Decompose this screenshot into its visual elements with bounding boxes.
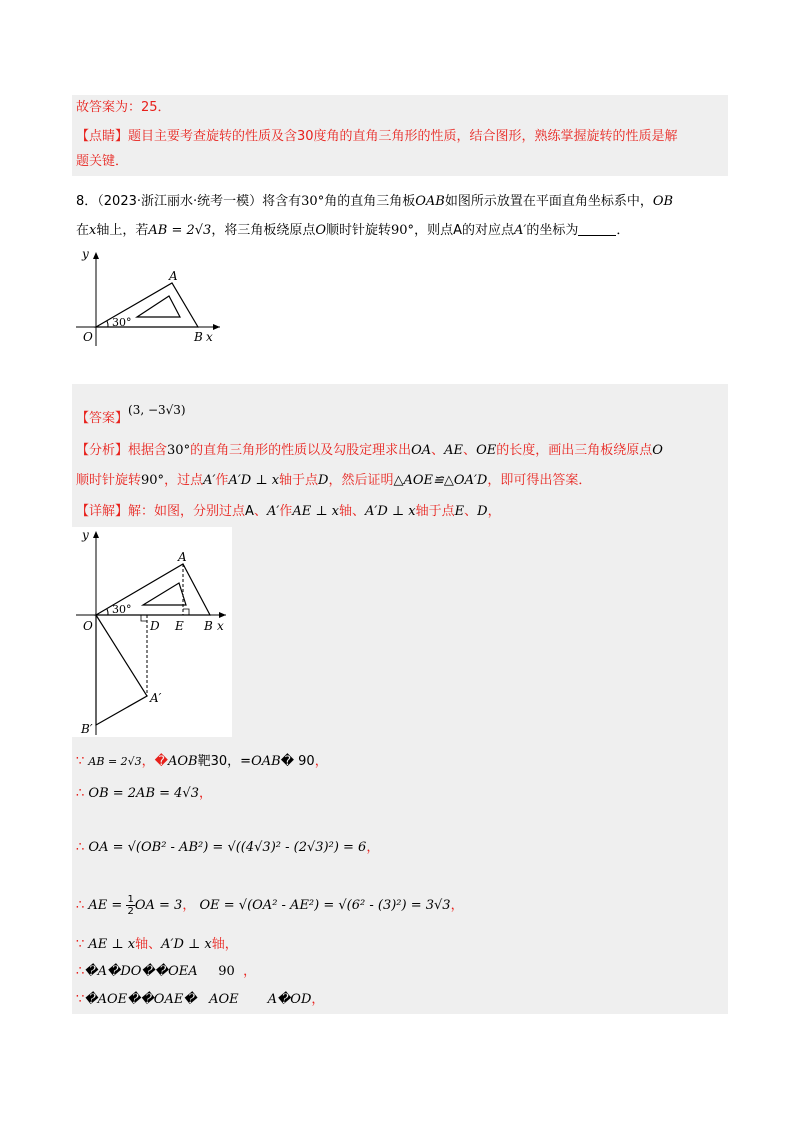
answer-line — [76, 400, 186, 429]
fig1-B-label: B — [194, 330, 203, 344]
analysis-tag: 【分析】 — [76, 443, 129, 458]
comment-line-1: 【点睛】题目主要考查旋转的性质及含30度角的直角三角形的性质，结合图形，熟练掌握旋转的性质是解 — [76, 129, 678, 144]
step-3: ∴ OA = √(OB² - AB²) = √((4√3)² - (2√3)²) = 6， — [76, 840, 380, 855]
fig1-angle-label: 30° — [112, 316, 132, 329]
fraction-one-half: $\frac{1}{2}$ — [127, 894, 134, 917]
analysis-line-1: 【分析】根据含30°的直角三角形的性质以及勾股定理求出OA、AE、OE的长度，画出三角板绕原点O — [76, 443, 663, 458]
solution-figure — [72, 527, 232, 737]
step-4: ∴ AE = $\frac{1}{2}$ OA = 3， OE = √(OA² - AE²) = √(6² - (3)²) = 3√3， — [76, 894, 464, 917]
fig2-E-label: E — [175, 619, 184, 633]
fig2-y-label: y — [82, 528, 89, 542]
detail-line-1: 【详解】解：如图，分别过点A、A′作AE ⊥ x轴、A′D ⊥ x轴于点E、D， — [76, 504, 501, 519]
fig1-x-label: x — [206, 330, 213, 344]
question-line-1: 8．（2023·浙江丽水·统考一模）将含有30°角的直角三角板OAB如图所示放置在平面直角坐标系中，OB — [76, 194, 674, 209]
comment-line-2: 题关键． — [76, 154, 129, 169]
fig2-Bp-label: B′ — [81, 722, 93, 736]
analysis-line-2: 顺时针旋转90°，过点A′作A′D ⊥ x轴于点D，然后证明△AOE≌△OA′D，即可得出答案． — [76, 473, 592, 488]
question-source: （2023·浙江丽水·统考一模） — [97, 194, 263, 209]
fig2-A-label: A — [178, 550, 187, 564]
previous-answer-line: 故答案为：25． — [76, 100, 171, 115]
fig2-D-label: D — [150, 619, 160, 633]
question-number: 8． — [76, 194, 98, 209]
fig2-Ap-label: A′ — [150, 691, 162, 705]
fig1-O-label: O — [83, 330, 93, 344]
comment-tag: 【点睛】 — [76, 129, 129, 144]
answer-tag: 【答案】 — [76, 411, 129, 426]
step-7: ∵�AOE��OAE� AOE A�OD， — [76, 992, 325, 1007]
answer-value: (3, −3√3) — [128, 403, 186, 417]
fig1-A-label: A — [169, 269, 178, 283]
fig2-B-label: B — [204, 619, 213, 633]
answer-blank — [578, 221, 616, 236]
fig1-y-label: y — [82, 248, 89, 261]
step-5: ∵ AE ⊥ x轴、A′D ⊥ x轴， — [76, 937, 238, 952]
fig2-x-label: x — [217, 619, 224, 633]
step-2: ∴ OB = 2AB = 4√3， — [76, 786, 213, 801]
step-1: ∵ AB = 2√3，�AOB靶30，=OAB� 90， — [76, 754, 328, 769]
detail-tag: 【详解】 — [76, 504, 129, 519]
step-6: ∴�A�DO��OEA 90 ， — [76, 964, 257, 979]
question-figure — [72, 248, 232, 348]
question-line-2: 在x轴上，若AB = 2√3，将三角板绕原点O顺时针旋转90°，则点A的对应点A′的坐标为 ． — [76, 223, 630, 238]
fig2-angle-label: 30° — [112, 603, 132, 616]
fig2-O-label: O — [83, 619, 93, 633]
